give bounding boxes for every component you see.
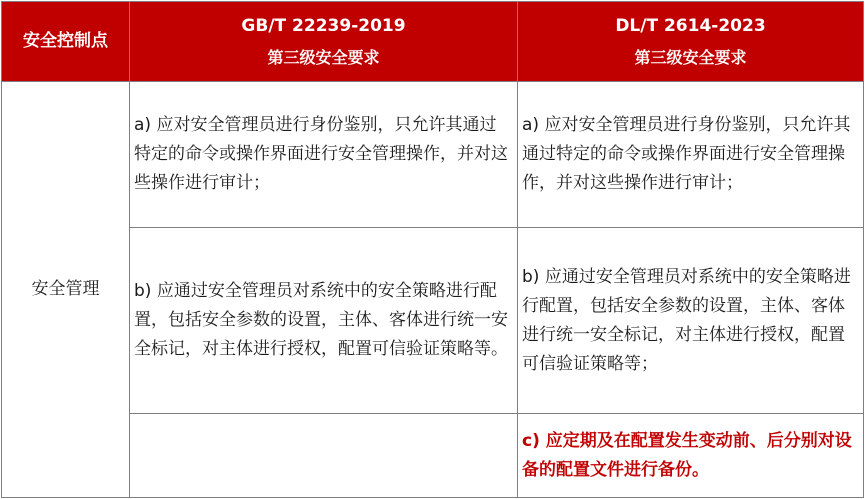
header-gb-level: 第三级安全要求: [267, 47, 380, 67]
gb-requirement-b: b) 应通过安全管理员对系统中的安全策略进行配置，包括安全参数的设置，主体、客体进行统一安全标记，对主体进行授权，配置可信验证策略等。: [130, 228, 518, 414]
header-row: [2, 2, 864, 82]
header-dl-standard: DL/T 2614-2023: [615, 15, 766, 36]
table-row: [2, 414, 864, 498]
header-gb-standard: GB/T 22239-2019: [241, 15, 406, 36]
header-control-point-label: 安全控制点: [23, 31, 108, 51]
table-row: [2, 228, 864, 414]
dl-requirement-a: a) 应对安全管理员进行身份鉴别，只允许其通过特定的命令或操作界面进行安全管理操作，并对这些操作进行审计；: [518, 82, 864, 228]
gb-requirement-a: a) 应对安全管理员进行身份鉴别，只允许其通过特定的命令或操作界面进行安全管理操作，并对这些操作进行审计；: [130, 82, 518, 228]
header-control-point: [2, 2, 130, 82]
header-dl-level: 第三级安全要求: [634, 47, 747, 67]
header-dl: [518, 2, 864, 82]
gb-requirement-c: [130, 414, 518, 498]
dl-requirement-c: c) 应定期及在配置发生变动前、后分别对设备的配置文件进行备份。: [518, 414, 864, 498]
header-gb: [130, 2, 518, 82]
comparison-table: [1, 1, 864, 498]
control-point-cell: 安全管理: [2, 82, 130, 498]
table-row: [2, 82, 864, 228]
dl-requirement-b: b) 应通过安全管理员对系统中的安全策略进行配置，包括安全参数的设置，主体、客体进行统一安全标记，对主体进行授权，配置可信验证策略等；: [518, 228, 864, 414]
